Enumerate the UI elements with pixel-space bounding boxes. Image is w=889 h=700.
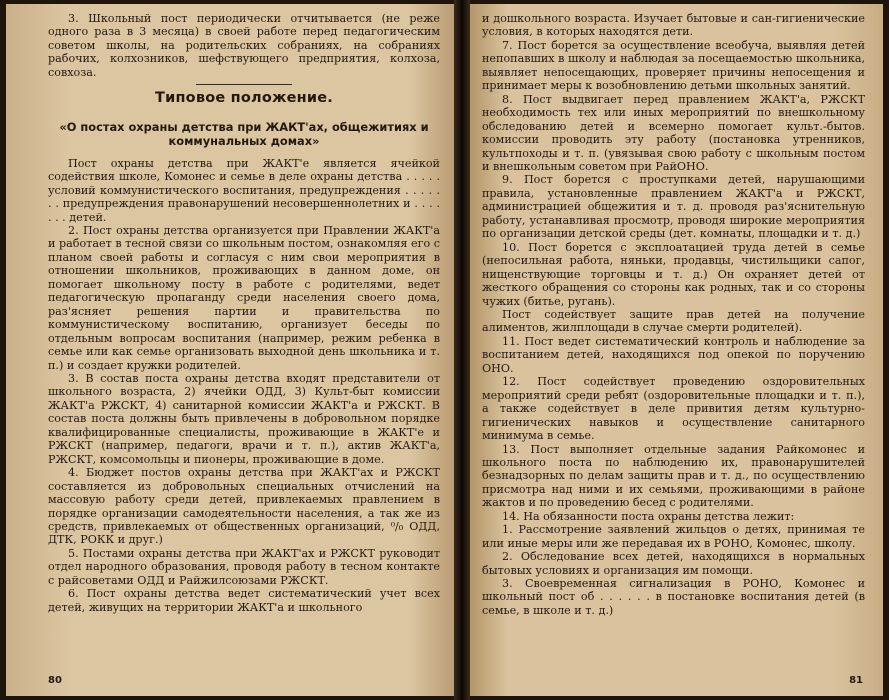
paragraph: 10. Пост борется с эксплоатацией труда детей в семье (непосильная работа, няньки, продавцы, чистильщики сапог, нищенствующие торговцы и т. д.) Он охраняет детей от жесткого обращения со стороны как родных, так и со стороны чужих (битье, ругань). <box>482 240 865 308</box>
paragraph: 1. Рассмотрение заявлений жильцов о детях, принимая те или иные меры или же передавая их в РОНО, Комонес, школу. <box>482 523 865 550</box>
paragraph: Пост содействует защите прав детей на получение алиментов, жилплощади в случае смерти родителей). <box>482 307 865 335</box>
paragraph: 2. Пост охраны детства организуется при Правлении ЖАКТ'а и работает в тесной связи со школьным постом, ознакомляя его с планом своей работы и согласуя с ним свои мероприятия в отношении школьников, проживающих в данном доме, он помогает школьному посту в работе с родителями, ведет педагогическую пропаганду среди населения своего дома, раз'ясняет решения партии и правительства по коммунистическому воспитанию, организует беседы по отдельным вопросам воспитания (например, режим ребенка в семье или как семье организовать выходной день школьника и т. п.) и создает кружки родителей. <box>48 223 440 372</box>
paragraph: Пост охраны детства при ЖАКТ'е является ячейкой содействия школе, Комонес и семье в деле охраны детства . . . . . условий коммунистического воспитания, предупреждения . . . . . . . предупреждения правонарушений несовершеннолетних и . . . . . . . детей. <box>48 156 440 224</box>
paragraph: 3. В состав поста охраны детства входят представители от школьного возраста, 2) ячейки ОДД, 3) Культ-быт комиссии ЖАКТ'а РЖСКТ, 4) санитарной комиссии ЖАКТ'а и РЖСКТ. В состав поста должны быть привлечены в добровольном порядке квалифицированные специалисты, проживающие в ЖАКТ'е и РЖСКТ (например, педагоги, врачи и т. п.), актив ЖАКТ'а, РЖСКТ, комсомольцы и пионеры, проживающие в доме. <box>48 371 440 466</box>
paragraph: 12. Пост содействует проведению оздоровительных мероприятий среди ребят (оздоровительные площадки и т. п.), а также содействует в деле привития детям культурно-гигиенических навыков и осуществление санитарного минимума в семье. <box>482 375 865 443</box>
paragraph: 4. Бюджет постов охраны детства при ЖАКТ'ах и РЖСКТ составляется из добровольных специальных отчислений на массовую работу среди детей, привлекаемых правлением в порядке организации самодеятельности населения, а так же из средств, привлекаемых от общественных организаций, ⁰/₀ ОДД, ДТК, РОКК и друг.) <box>48 466 440 547</box>
paragraph: 13. Пост выполняет отдельные задания Райкомонес и школьного поста по наблюдению их, правонарушителей безнадзорных по делам защиты прав и т. д., по осуществлению присмотра над ними и их семьями, проживающими в районе жактов и по проведению бесед с родителями. <box>482 442 865 510</box>
page-number: 80 <box>48 675 62 686</box>
paragraph: 8. Пост выдвигает перед правлением ЖАКТ'а, РЖСКТ необходимость тех или иных мероприятий по внешкольному обследованию детей и всемерно помогает культ.-бытов. комиссии проводить эту работу (постановка утренников, культпоходы и т. п. (увязывая свою работу с школьным постом и внешкольным советом при РайОНО. <box>482 92 865 173</box>
left-page <box>6 4 454 696</box>
paragraph: 11. Пост ведет систематический контроль и наблюдение за воспитанием детей, находящихся под опекой по поручению ОНО. <box>482 334 865 375</box>
paragraph: 2. Обследование всех детей, находящихся в нормальных бытовых условиях и организация им помощи. <box>482 550 865 577</box>
book-gutter <box>454 0 470 700</box>
page-number: 81 <box>849 675 863 686</box>
paragraph: 5. Постами охраны детства при ЖАКТ'ах и РЖСКТ руководит отдел народного образования, проводя работу в тесном контакте с райсоветами ОДД и Райжилсоюзами РЖСКТ. <box>48 546 440 587</box>
paragraph: и дошкольного возраста. Изучает бытовые и сан-гигиенические условия, в которых находятся дети. <box>482 12 865 39</box>
paragraph: 3. Своевременная сигнализация в РОНО, Комонес и школьный пост об . . . . . . в постановке воспитания детей (в семье, в школе и т. д.) <box>482 577 865 617</box>
paragraph: 14. На обязанности поста охраны детства лежит: <box>502 509 795 523</box>
paragraph: 9. Пост борется с проступками детей, нарушающими правила, установленные правлением ЖАКТ'а и РЖСКТ, администрацией общежития и т. д. проводя раз'яснительную работу, устанавливая просмотр, проводя широкие мероприятия по организации детской среды (дет. комнаты, площадки и т. д.) <box>482 173 865 241</box>
right-page <box>470 4 883 696</box>
document-title: Типовое положение. <box>155 90 333 107</box>
paragraph-list <box>482 12 865 617</box>
paragraph: 6. Пост охраны детства ведет систематический учет всех детей, живущих на территории ЖАКТ'а и школьного <box>48 587 440 614</box>
divider-rule <box>196 84 292 85</box>
paragraph: 7. Пост борется за осуществление всеобуча, выявляя детей непопавших в школу и наблюдая за посещаемостью школьника, выявляет непосещающих, проверяет причины непосещения и принимает меры к возобновлению детьми школьных занятий. <box>482 38 865 93</box>
document-subtitle: «О постах охраны детства при ЖАКТ'ах, общежитиях и коммунальных домах» <box>59 119 429 148</box>
paragraph-intro: 3. Школьный пост периодически отчитывается (не реже одного раза в 3 месяца) в своей работе перед педагогическим советом школы, на родительских собраниях, на собраниях рабочих, колхозников, шефствующего предприятия, колхоза, совхоза. <box>48 12 440 79</box>
